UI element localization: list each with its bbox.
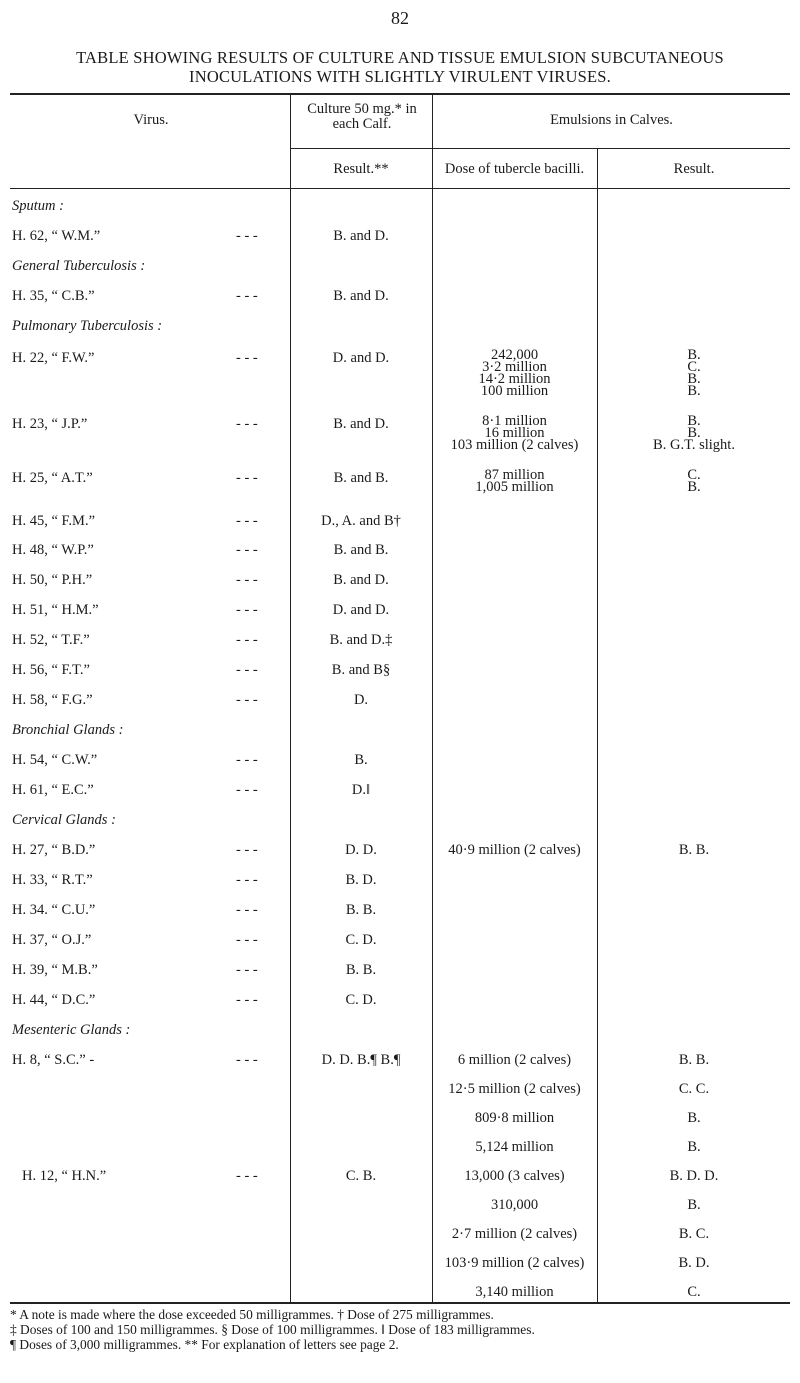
leader-dots: - - - bbox=[236, 602, 258, 618]
row-virus-h25: H. 25, “ A.T.” bbox=[12, 470, 93, 486]
result-h8-1: B. B. bbox=[678, 1052, 710, 1068]
result-h27: B. B. bbox=[678, 842, 710, 858]
header-culture: Culture 50 mg.* in each Calf. bbox=[307, 101, 417, 132]
header-dose: Dose of tubercle bacilli. bbox=[444, 161, 585, 177]
dose-h8-2: 12·5 million (2 calves) bbox=[448, 1081, 581, 1097]
dose-h12-3: 2·7 million (2 calves) bbox=[451, 1226, 578, 1242]
table-bottom-rule bbox=[10, 1302, 790, 1304]
result-h23-2: B. bbox=[687, 425, 701, 441]
row-virus-h35: H. 35, “ C.B.” bbox=[12, 288, 95, 304]
section-bronchial: Bronchial Glands : bbox=[12, 722, 124, 738]
row-virus-h50: H. 50, “ P.H.” bbox=[12, 572, 93, 588]
dose-h8-4: 5,124 million bbox=[475, 1139, 554, 1155]
dose-h23-2: 16 million bbox=[484, 425, 545, 441]
result-h12-2: B. bbox=[687, 1197, 701, 1213]
row-virus-h27: H. 27, “ B.D.” bbox=[12, 842, 96, 858]
result-h23-3: B. G.T. slight. bbox=[653, 437, 735, 453]
row-culture-h52: B. and D.‡ bbox=[329, 632, 393, 648]
leader-dots: - - - bbox=[236, 962, 258, 978]
header-emulsions: Emulsions in Calves. bbox=[550, 112, 673, 128]
result-h22-4: B. bbox=[687, 383, 701, 399]
row-virus-h22: H. 22, “ F.W.” bbox=[12, 350, 95, 366]
dose-h22-1: 242,000 bbox=[490, 347, 539, 363]
dose-h12-1: 13,000 (3 calves) bbox=[464, 1168, 565, 1184]
dose-h22-2: 3·2 million bbox=[482, 359, 547, 375]
leader-dots: - - - bbox=[236, 416, 258, 432]
row-culture-h34: B. B. bbox=[345, 902, 377, 918]
row-virus-h23: H. 23, “ J.P.” bbox=[12, 416, 88, 432]
dose-h22-4: 100 million bbox=[480, 383, 549, 399]
leader-dots: - - - bbox=[236, 1168, 258, 1184]
result-h22-1: B. bbox=[687, 347, 701, 363]
column-divider-3 bbox=[597, 148, 598, 1302]
leader-dots: - - - bbox=[236, 513, 258, 529]
row-virus-h62: H. 62, “ W.M.” bbox=[12, 228, 101, 244]
leader-dots: - - - bbox=[236, 632, 258, 648]
result-h22-2: C. bbox=[687, 359, 701, 375]
result-h25-2: B. bbox=[687, 479, 701, 495]
dose-h27: 40·9 million (2 calves) bbox=[448, 842, 581, 858]
row-culture-h45: D., A. and B† bbox=[321, 513, 401, 529]
leader-dots: - - - bbox=[236, 662, 258, 678]
row-culture-h58: D. bbox=[353, 692, 369, 708]
leader-dots: - - - bbox=[236, 842, 258, 858]
row-culture-h62: B. and D. bbox=[333, 228, 389, 244]
section-mesenteric: Mesenteric Glands : bbox=[12, 1022, 131, 1038]
leader-dots: - - - bbox=[236, 992, 258, 1008]
row-culture-h50: B. and D. bbox=[333, 572, 389, 588]
row-culture-h33: B. D. bbox=[345, 872, 377, 888]
row-virus-h44: H. 44, “ D.C.” bbox=[12, 992, 96, 1008]
dose-h12-2: 310,000 bbox=[490, 1197, 539, 1213]
leader-dots: - - - bbox=[236, 572, 258, 588]
leader-dots: - - - bbox=[236, 692, 258, 708]
leader-dots: - - - bbox=[236, 872, 258, 888]
table-top-rule bbox=[10, 93, 790, 95]
dose-h22-3: 14·2 million bbox=[478, 371, 551, 387]
result-h12-4: B. D. bbox=[678, 1255, 710, 1271]
leader-dots: - - - bbox=[236, 228, 258, 244]
row-culture-h12: C. B. bbox=[345, 1168, 377, 1184]
row-culture-h51: D. and D. bbox=[332, 602, 390, 618]
row-virus-h56: H. 56, “ F.T.” bbox=[12, 662, 90, 678]
dose-h8-1: 6 million (2 calves) bbox=[457, 1052, 572, 1068]
row-culture-h22: D. and D. bbox=[332, 350, 390, 366]
row-culture-h35: B. and D. bbox=[333, 288, 389, 304]
result-h22-3: B. bbox=[687, 371, 701, 387]
dose-h25-1: 87 million bbox=[484, 467, 545, 483]
footnote-line-2: ‡ Doses of 100 and 150 milligrammes. § Dose of 100 milligrammes. ‖ Dose of 183 milligrammes. bbox=[10, 1322, 535, 1337]
footnotes bbox=[10, 1307, 792, 1352]
row-virus-h48: H. 48, “ W.P.” bbox=[12, 542, 94, 558]
row-culture-h61: D.‖ bbox=[351, 782, 371, 798]
section-general: General Tuberculosis : bbox=[12, 258, 146, 274]
header-sub-rule bbox=[290, 148, 790, 149]
title-line-1: TABLE SHOWING RESULTS OF CULTURE AND TISSUE EMULSION SUBCUTANEOUS bbox=[76, 48, 724, 67]
title-line-2: INOCULATIONS WITH SLIGHTLY VIRULENT VIRUSES. bbox=[189, 67, 611, 86]
section-cervical: Cervical Glands : bbox=[12, 812, 116, 828]
row-virus-h34: H. 34. “ C.U.” bbox=[12, 902, 96, 918]
row-culture-h25: B. and B. bbox=[333, 470, 389, 486]
row-virus-h52: H. 52, “ T.F.” bbox=[12, 632, 90, 648]
dose-h25-2: 1,005 million bbox=[475, 479, 554, 495]
page-number: 82 bbox=[391, 8, 409, 28]
row-virus-h58: H. 58, “ F.G.” bbox=[12, 692, 93, 708]
leader-dots: - - - bbox=[236, 782, 258, 798]
dose-h12-4: 103·9 million (2 calves) bbox=[444, 1255, 585, 1271]
result-h25-1: C. bbox=[687, 467, 701, 483]
result-h23-1: B. bbox=[687, 413, 701, 429]
result-h12-5: C. bbox=[687, 1284, 701, 1300]
row-culture-h39: B. B. bbox=[345, 962, 377, 978]
result-h8-3: B. bbox=[687, 1110, 701, 1126]
header-culture-result: Result.** bbox=[333, 161, 389, 177]
dose-h23-3: 103 million (2 calves) bbox=[450, 437, 579, 453]
footnote-line-3: ¶ Doses of 3,000 milligrammes. ** For explanation of letters see page 2. bbox=[10, 1337, 399, 1352]
row-virus-h51: H. 51, “ H.M.” bbox=[12, 602, 99, 618]
row-virus-h45: H. 45, “ F.M.” bbox=[12, 513, 96, 529]
result-h12-1: B. D. D. bbox=[669, 1168, 719, 1184]
section-sputum: Sputum : bbox=[12, 198, 64, 214]
leader-dots: - - - bbox=[236, 752, 258, 768]
row-culture-h8: D. D. B.¶ B.¶ bbox=[321, 1052, 401, 1068]
result-h12-3: B. C. bbox=[678, 1226, 710, 1242]
dose-h12-5: 3,140 million bbox=[475, 1284, 554, 1300]
leader-dots: - - - bbox=[236, 902, 258, 918]
result-h8-2: C. C. bbox=[678, 1081, 710, 1097]
header-emulsion-result: Result. bbox=[673, 161, 715, 177]
footnote-line-1: * A note is made where the dose exceeded 50 milligrammes. † Dose of 275 milligrammes. bbox=[10, 1307, 494, 1322]
leader-dots: - - - bbox=[236, 542, 258, 558]
row-culture-h48: B. and B. bbox=[333, 542, 389, 558]
row-virus-h37: H. 37, “ O.J.” bbox=[12, 932, 92, 948]
row-virus-h33: H. 33, “ R.T.” bbox=[12, 872, 93, 888]
leader-dots: - - - bbox=[236, 350, 258, 366]
section-pulmonary: Pulmonary Tuberculosis : bbox=[12, 318, 163, 334]
row-virus-h12: H. 12, “ H.N.” bbox=[22, 1168, 107, 1184]
row-culture-h56: B. and B§ bbox=[331, 662, 391, 678]
leader-dots: - - - bbox=[236, 470, 258, 486]
header-virus: Virus. bbox=[133, 112, 169, 128]
row-virus-h39: H. 39, “ M.B.” bbox=[12, 962, 98, 978]
row-virus-h54: H. 54, “ C.W.” bbox=[12, 752, 98, 768]
row-culture-h37: C. D. bbox=[345, 932, 377, 948]
leader-dots: - - - bbox=[236, 932, 258, 948]
row-culture-h23: B. and D. bbox=[333, 416, 389, 432]
result-h8-4: B. bbox=[687, 1139, 701, 1155]
row-virus-h61: H. 61, “ E.C.” bbox=[12, 782, 94, 798]
row-culture-h44: C. D. bbox=[345, 992, 377, 1008]
leader-dots: - - - bbox=[236, 288, 258, 304]
table-title bbox=[40, 48, 760, 86]
dose-h23-1: 8·1 million bbox=[482, 413, 547, 429]
row-virus-h8: H. 8, “ S.C.” - bbox=[12, 1052, 95, 1068]
row-culture-h27: D. D. bbox=[345, 842, 377, 858]
leader-dots: - - - bbox=[236, 1052, 258, 1068]
row-culture-h54: B. bbox=[354, 752, 368, 768]
dose-h8-3: 809·8 million bbox=[474, 1110, 555, 1126]
header-bottom-rule bbox=[10, 188, 790, 189]
